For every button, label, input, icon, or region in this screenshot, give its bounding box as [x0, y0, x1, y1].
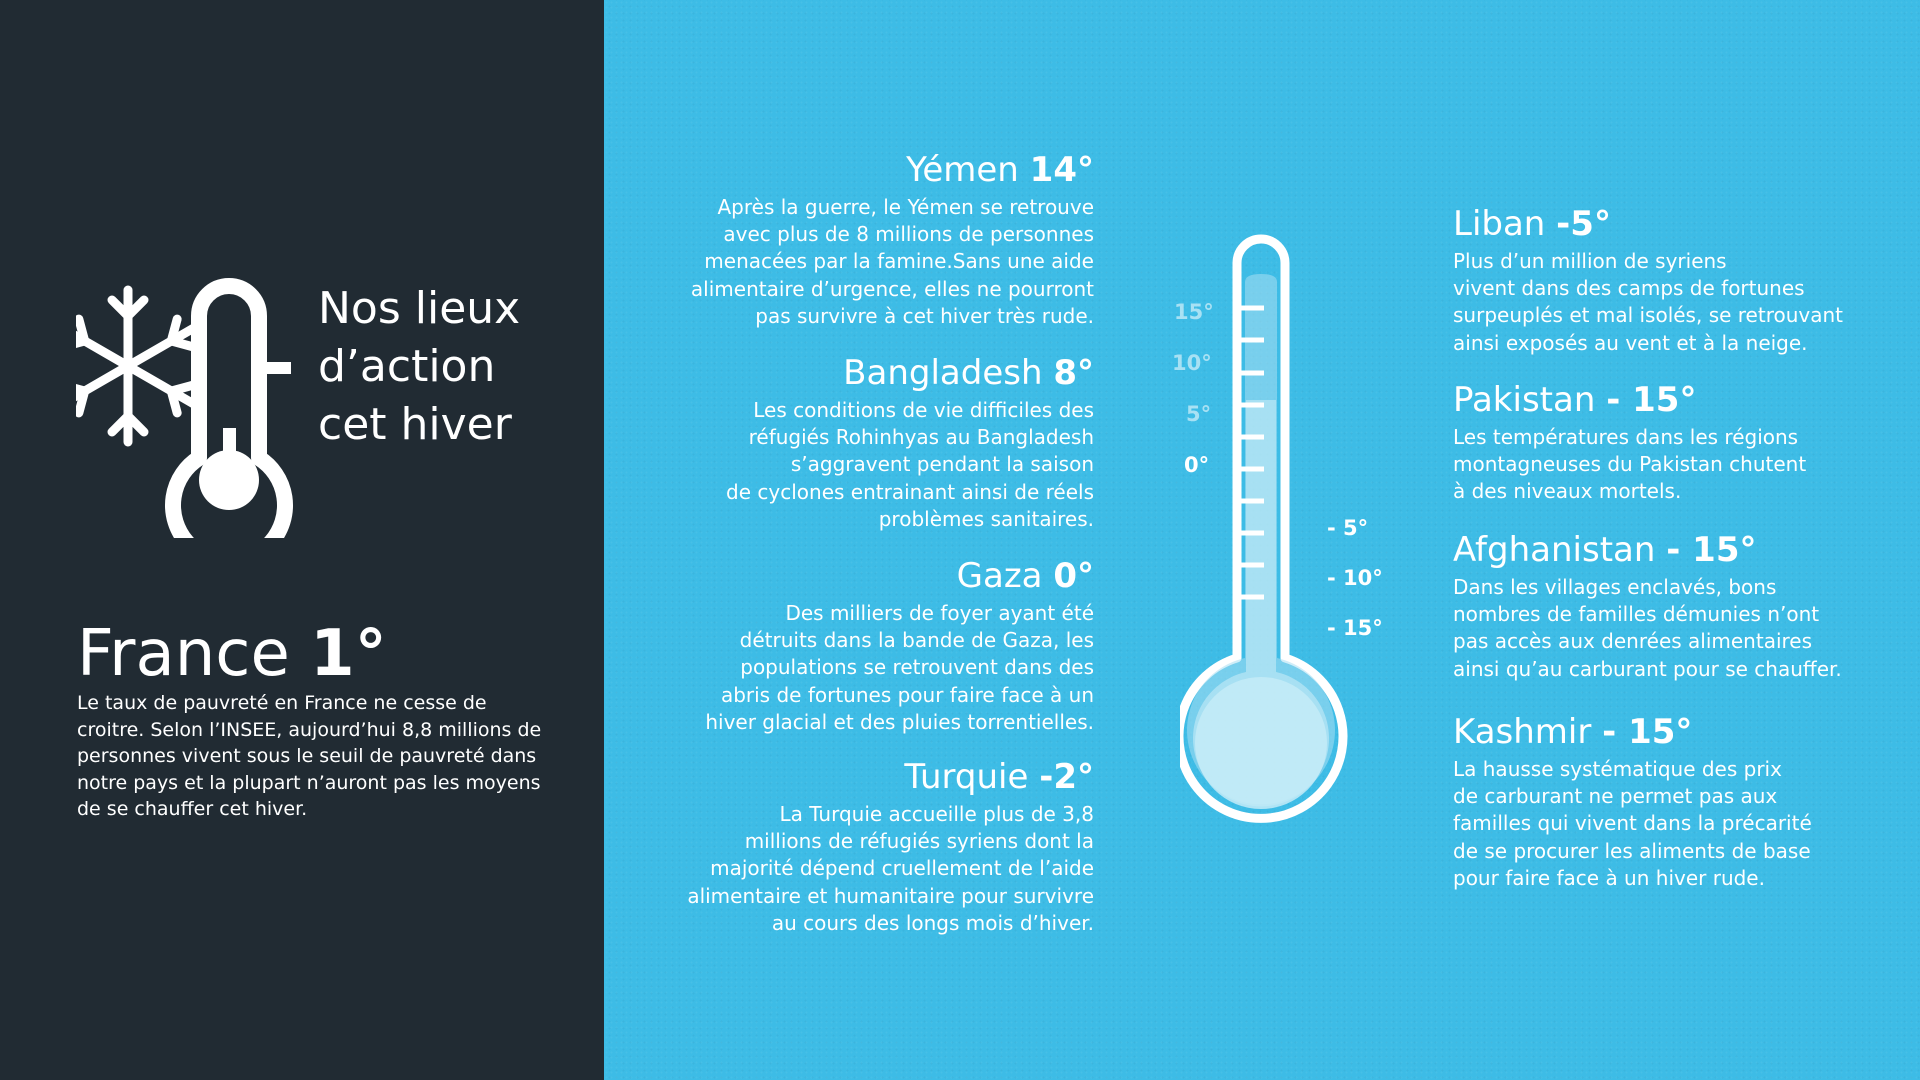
country-temperature: 0° — [1053, 556, 1094, 596]
country-name: France — [77, 617, 290, 691]
hero-title-line: d’action — [318, 341, 496, 392]
description-line: Plus d’un million de syriens — [1453, 249, 1727, 273]
country-description — [534, 600, 1094, 736]
country-temperature: -5° — [1556, 204, 1611, 244]
thermometer-label: - 15° — [1327, 616, 1383, 640]
country-temperature: - 15° — [1602, 712, 1693, 752]
entry-liban — [1453, 204, 1893, 357]
description-line: de cyclones entrainant ainsi de réels — [726, 479, 1094, 504]
description-line: s’aggravent pendant la saison — [790, 452, 1094, 477]
entry-turquie — [534, 757, 1094, 937]
description-line: La hausse systématique des prix — [1453, 757, 1782, 781]
country-description — [534, 801, 1094, 937]
description-line: Dans les villages enclavés, bons — [1453, 575, 1777, 599]
description-line: vivent dans des camps de fortunes — [1453, 276, 1805, 301]
description-line: problèmes sanitaires. — [878, 506, 1094, 531]
country-temperature: 14° — [1029, 150, 1094, 190]
description-line: ainsi exposés au vent et à la neige. — [1453, 330, 1808, 355]
description-line: Les conditions de vie difficiles des — [753, 398, 1094, 422]
country-name: Turquie — [904, 757, 1029, 797]
entry-bangladesh — [534, 353, 1094, 533]
description-line: pas accès aux denrées alimentaires — [1453, 629, 1813, 654]
description-line: menacées par la famine.Sans une aide — [704, 249, 1094, 274]
description-line: alimentaire et humanitaire pour survivre — [687, 883, 1094, 908]
country-description — [534, 397, 1094, 533]
france-heading — [77, 616, 387, 692]
country-heading — [1453, 380, 1893, 420]
left-panel — [0, 0, 604, 1080]
country-name: Yémen — [906, 150, 1019, 190]
hero-icons — [76, 278, 306, 542]
country-description — [534, 194, 1094, 330]
description-line: familles qui vivent dans la précarité — [1453, 811, 1812, 836]
description-line: au cours des longs mois d’hiver. — [771, 910, 1094, 935]
hero-icon-group — [76, 278, 306, 538]
description-line: alimentaire d’urgence, elles ne pourront — [690, 276, 1094, 301]
country-temperature: - 15° — [1666, 530, 1757, 570]
country-heading — [534, 556, 1094, 596]
hero-title-line: Nos lieux — [318, 283, 521, 334]
thermometer-label: 15° — [1174, 300, 1214, 324]
country-description — [1453, 756, 1873, 892]
description-line: abris de fortunes pour faire face à un — [720, 682, 1094, 707]
hero-title-line: cet hiver — [318, 399, 512, 450]
entry-kashmir — [1453, 712, 1893, 892]
country-temperature: 1° — [310, 617, 387, 691]
country-name: Pakistan — [1453, 380, 1596, 420]
description-line: Des milliers de foyer ayant été — [785, 601, 1094, 625]
country-name: Liban — [1453, 204, 1546, 244]
description-line: de carburant ne permet pas aux — [1453, 784, 1778, 809]
description-line: hiver glacial et des pluies torrentielles. — [705, 709, 1094, 734]
description-line: Après la guerre, le Yémen se retrouve — [717, 195, 1094, 219]
country-name: Afghanistan — [1453, 530, 1656, 570]
description-line: Les températures dans les régions — [1453, 425, 1799, 449]
entry-yemen — [534, 150, 1094, 330]
country-heading — [1453, 204, 1893, 244]
france-description: Le taux de pauvreté en France ne cesse de croitre. Selon l’INSEE, aujourd’hui 8,8 millions de personnes vivent sous le seuil de pauvreté dans notre pays et la plupart n’auront pas les moyens de se chauffer cet hiver. — [77, 692, 542, 821]
country-heading — [1453, 712, 1893, 752]
country-name: Gaza — [956, 556, 1043, 596]
thermometer-label: 0° — [1184, 453, 1210, 477]
country-heading — [1453, 530, 1893, 570]
entry-pakistan — [1453, 380, 1893, 506]
description-line: nombres de familles démunies n’ont — [1453, 602, 1820, 627]
description-line: détruits dans la bande de Gaza, les — [739, 628, 1094, 653]
description-line: réfugiés Rohinhyas au Bangladesh — [748, 425, 1094, 450]
thermometer-label: - 10° — [1327, 566, 1383, 590]
description-line: millions de réfugiés syriens dont la — [744, 829, 1094, 854]
thermometer-label: 5° — [1186, 402, 1212, 426]
country-heading — [534, 150, 1094, 190]
thermometer-icon — [173, 286, 291, 538]
description-line: populations se retrouvent dans des — [740, 655, 1094, 680]
country-description — [1453, 424, 1873, 506]
country-description — [1453, 574, 1873, 683]
description-line: à des niveaux mortels. — [1453, 479, 1682, 504]
description-line: montagneuses du Pakistan chutent — [1453, 452, 1807, 477]
entry-afghanistan — [1453, 530, 1893, 683]
description-line: de se procurer les aliments de base — [1453, 838, 1811, 863]
description-line: ainsi qu’au carburant pour se chauffer. — [1453, 656, 1842, 681]
country-heading — [534, 353, 1094, 393]
country-temperature: - 15° — [1606, 380, 1697, 420]
country-name: Bangladesh — [843, 353, 1043, 393]
description-line: majorité dépend cruellement de l’aide — [710, 856, 1094, 881]
description-line: surpeuplés et mal isolés, se retrouvant — [1453, 303, 1844, 328]
country-temperature: -2° — [1039, 757, 1094, 797]
country-name: Kashmir — [1453, 712, 1592, 752]
thermometer-label: 10° — [1172, 351, 1212, 375]
country-temperature: 8° — [1053, 353, 1094, 393]
description-line: pour faire face à un hiver rude. — [1453, 865, 1765, 890]
thermometer-label: - 5° — [1327, 516, 1369, 540]
description-line: La Turquie accueille plus de 3,8 — [779, 802, 1094, 826]
entry-gaza — [534, 556, 1094, 736]
snowflake-icon — [76, 290, 194, 442]
description-line: avec plus de 8 millions de personnes — [723, 222, 1094, 247]
description-line: pas survivre à cet hiver très rude. — [755, 303, 1094, 328]
country-heading — [534, 757, 1094, 797]
country-description — [1453, 248, 1873, 357]
